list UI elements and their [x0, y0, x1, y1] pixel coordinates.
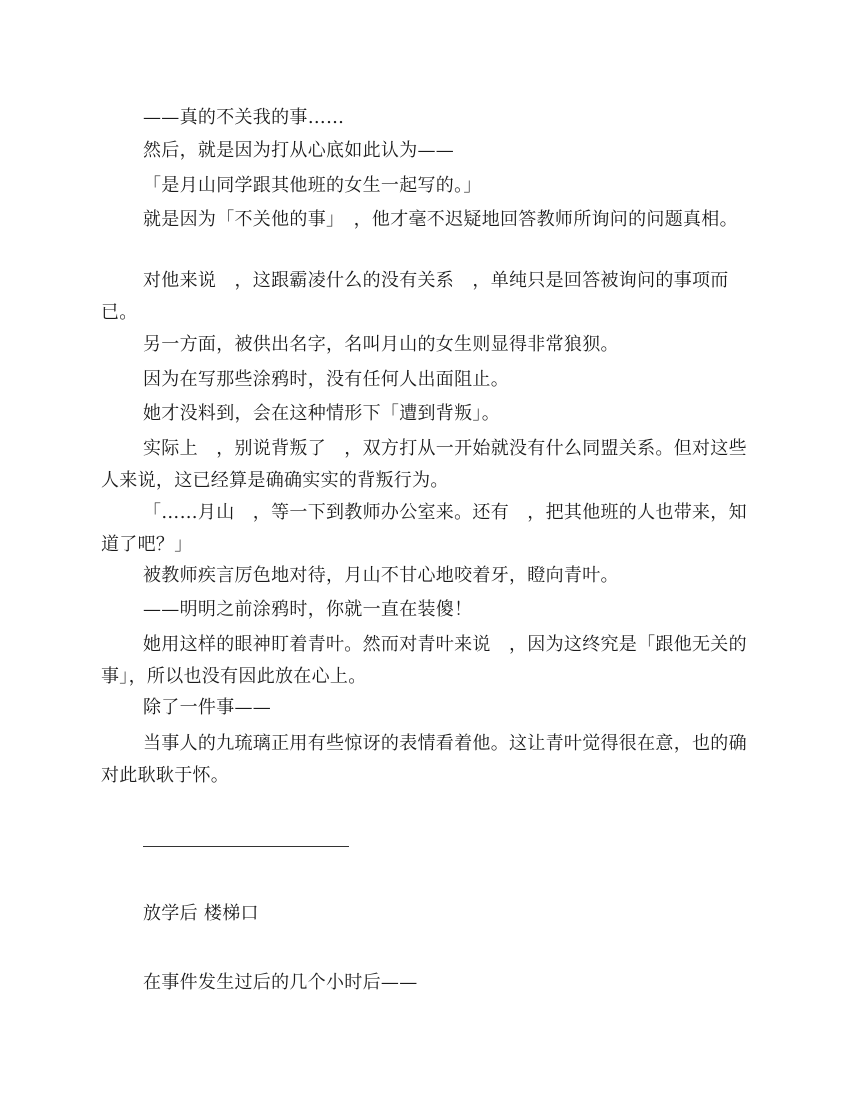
- paragraph-7: 因为在写那些涂鸦时，没有任何人出面阻止。: [143, 369, 509, 390]
- paragraph-1: ——真的不关我的事……: [143, 107, 345, 128]
- paragraph-13: 她用这样的眼神盯着青叶。然而对青叶来说 ，因为这终究是「跟他无关的事」，所以也没有因此放在心上。: [101, 634, 747, 687]
- paragraph-2: 然后，就是因为打从心底如此认为——: [143, 140, 455, 161]
- paragraph-9: 实际上 ，别说背叛了 ，双方打从一开始就没有什么同盟关系。但对这些人来说，这已经算是确确实实的背叛行为。: [101, 438, 747, 491]
- paragraph-6: 另一方面，被供出名字，名叫月山的女生则显得非常狼狈。: [143, 334, 619, 355]
- paragraph-8: 她才没料到，会在这种情形下「遭到背叛」。: [143, 403, 500, 424]
- paragraph-15: 当事人的九琉璃正用有些惊讶的表情看着他。这让青叶觉得很在意，也的确对此耿耿于怀。: [101, 733, 747, 786]
- closing-paragraph: 在事件发生过后的几个小时后——: [143, 972, 418, 993]
- paragraph-10: 「……月山 ，等一下到教师办公室来。还有 ，把其他班的人也带来，知道了吧？」: [101, 502, 747, 555]
- paragraph-4: 就是因为「不关他的事」 ，他才毫不迟疑地回答教师所询问的问题真相。: [143, 209, 738, 230]
- section-divider: [143, 846, 349, 847]
- scene-heading: 放学后 楼梯口: [143, 903, 259, 924]
- paragraph-12: ——明明之前涂鸦时，你就一直在装傻！: [143, 599, 473, 620]
- paragraph-3: 「是月山同学跟其他班的女生一起写的。」: [143, 175, 482, 196]
- paragraph-11: 被教师疾言厉色地对待，月山不甘心地咬着牙，瞪向青叶。: [143, 565, 619, 586]
- paragraph-14: 除了一件事——: [143, 697, 272, 718]
- paragraph-5: 对他来说 ，这跟霸凌什么的没有关系 ，单纯只是回答被询问的事项而已。: [101, 270, 729, 323]
